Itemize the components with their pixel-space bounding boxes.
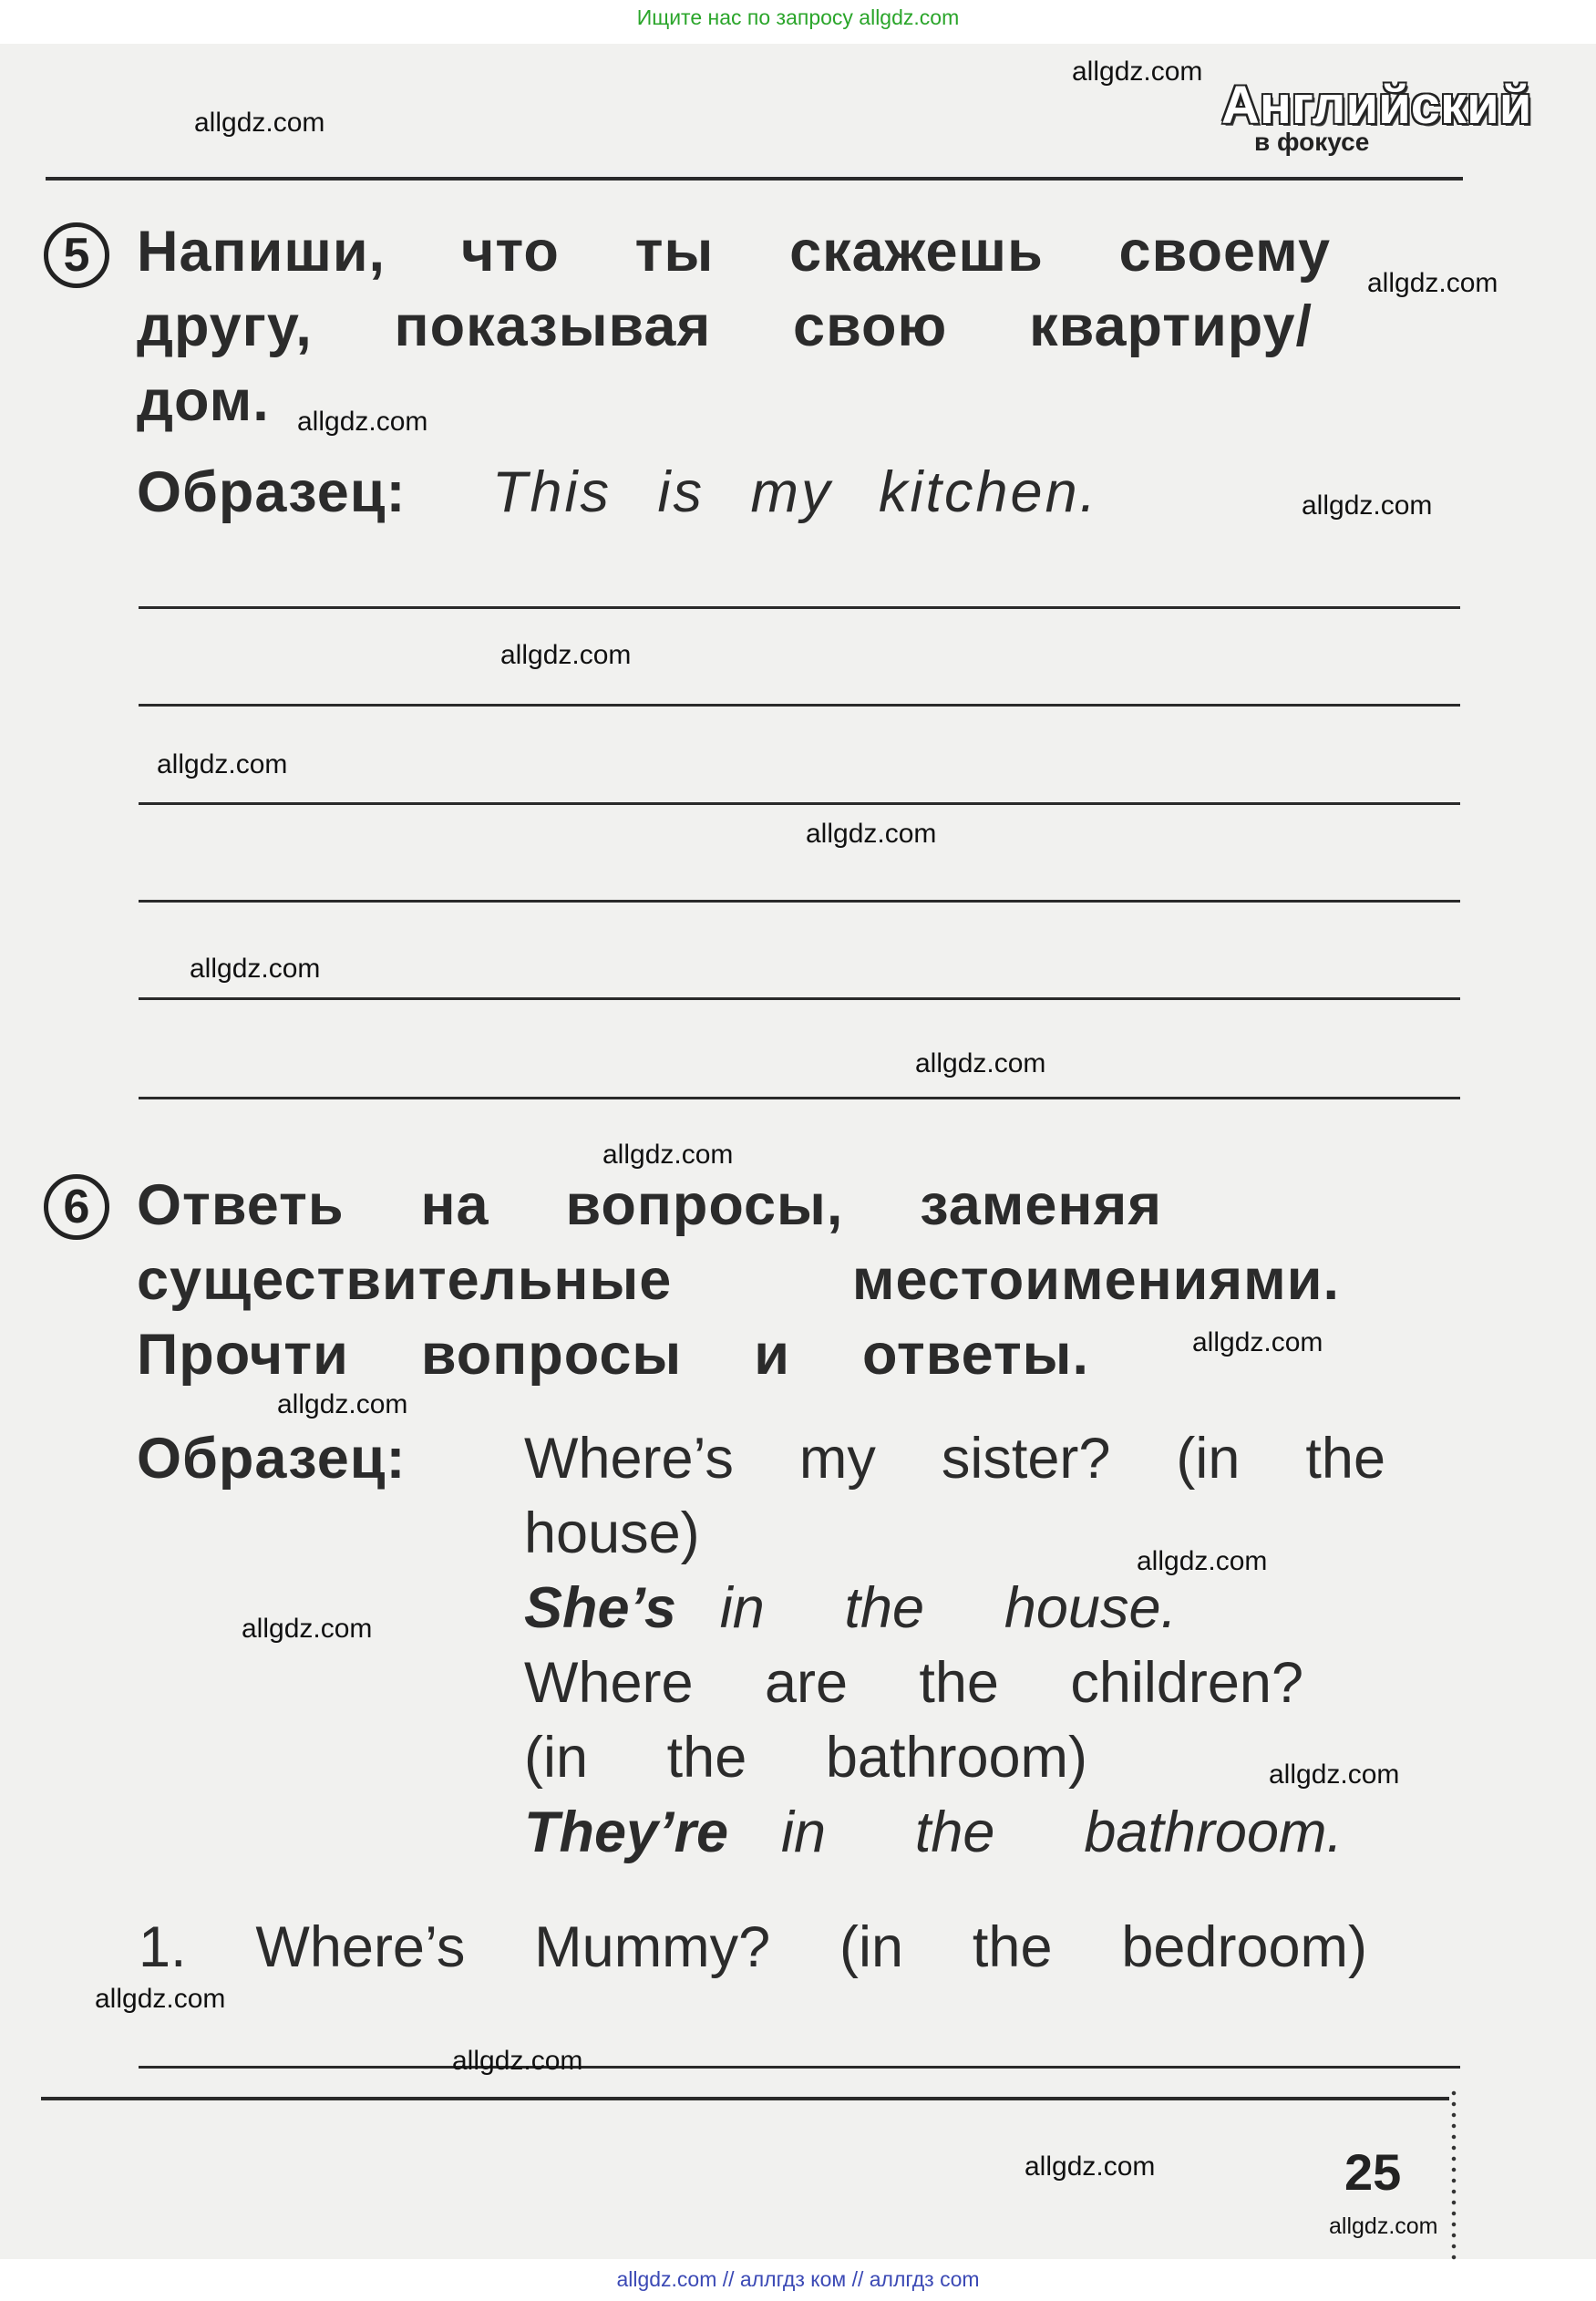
page-number: 25 [1344, 2143, 1402, 2201]
exercise-5-instruction-line-2: другу, показывая свою квартиру/ [137, 294, 1313, 358]
exercise-5-instruction-line-1: Напиши, что ты скажешь своему [137, 220, 1331, 284]
logo-subtitle: в фокусе [1254, 128, 1370, 156]
watermark: allgdz.com [1367, 268, 1498, 298]
exercise-5-instruction-line-3: дом. [137, 369, 270, 433]
task-1-question: 1. Where’s Mummy? (in the bedroom) [139, 1915, 1367, 1979]
watermark: allgdz.com [915, 1048, 1046, 1078]
watermark: allgdz.com [1329, 2213, 1438, 2239]
watermark: allgdz.com [95, 1984, 226, 2014]
example-question-2b: (in the bathroom) [524, 1726, 1087, 1790]
example-question-1a: Where’s my sister? (in the [524, 1427, 1385, 1491]
example-answer-1-rest: in the house. [719, 1576, 1177, 1640]
example-question-1b: house) [524, 1501, 700, 1565]
book-logo [1221, 75, 1532, 166]
example-answer-1 [524, 1575, 1177, 1641]
answer-line-6[interactable] [139, 1097, 1460, 1099]
example-answer-1-pronoun: She’s [524, 1576, 676, 1640]
watermark: allgdz.com [190, 954, 321, 984]
answer-line-4[interactable] [139, 900, 1460, 903]
exercise-6-instruction-line-3: Прочти вопросы и ответы. [137, 1323, 1089, 1387]
watermark: allgdz.com [157, 749, 288, 779]
exercise-6-sample-label: Образец: [137, 1427, 407, 1491]
exercise-6-instruction-line-1: Ответь на вопросы, заменяя [137, 1173, 1162, 1237]
watermark: allgdz.com [452, 2046, 583, 2076]
answer-line-2[interactable] [139, 704, 1460, 707]
watermark: allgdz.com [602, 1140, 734, 1170]
exercise-5-sample-label: Образец: [137, 460, 407, 524]
task-1-answer-line[interactable] [139, 2066, 1460, 2069]
example-answer-2-rest: in the bathroom. [780, 1801, 1343, 1864]
bottom-banner[interactable]: allgdz.com // аллгдз ком // аллгдз com [616, 2267, 980, 2291]
watermark: allgdz.com [1302, 490, 1433, 521]
example-answer-2-pronoun: They’re [524, 1801, 729, 1864]
answer-line-3[interactable] [139, 802, 1460, 805]
watermark: allgdz.com [242, 1614, 373, 1644]
example-question-2a: Where are the children? [524, 1651, 1303, 1715]
watermark: allgdz.com [1072, 57, 1203, 87]
example-answer-2 [524, 1800, 1343, 1865]
watermark: allgdz.com [1025, 2151, 1156, 2182]
answer-line-1[interactable] [139, 606, 1460, 609]
watermark: allgdz.com [1137, 1546, 1268, 1576]
top-banner[interactable]: Ищите нас по запросу allgdz.com [636, 5, 960, 29]
watermark: allgdz.com [297, 407, 428, 437]
exercise-6-instruction-line-2: существительные местоимениями. [137, 1248, 1340, 1312]
exercise-5-sample-text: This is my kitchen. [492, 460, 1099, 524]
watermark: allgdz.com [277, 1389, 408, 1419]
exercise-5-number: 5 [44, 222, 109, 288]
header-rule [46, 177, 1463, 181]
exercise-6-number: 6 [44, 1174, 109, 1240]
watermark: allgdz.com [500, 640, 632, 670]
footer-rule [41, 2097, 1449, 2100]
watermark: allgdz.com [1192, 1327, 1323, 1357]
watermark: allgdz.com [1269, 1759, 1400, 1790]
answer-line-5[interactable] [139, 997, 1460, 1000]
margin-dot-column [1451, 2088, 1457, 2261]
logo-title: Английский [1221, 76, 1532, 135]
watermark: allgdz.com [194, 108, 325, 138]
watermark: allgdz.com [806, 819, 937, 849]
